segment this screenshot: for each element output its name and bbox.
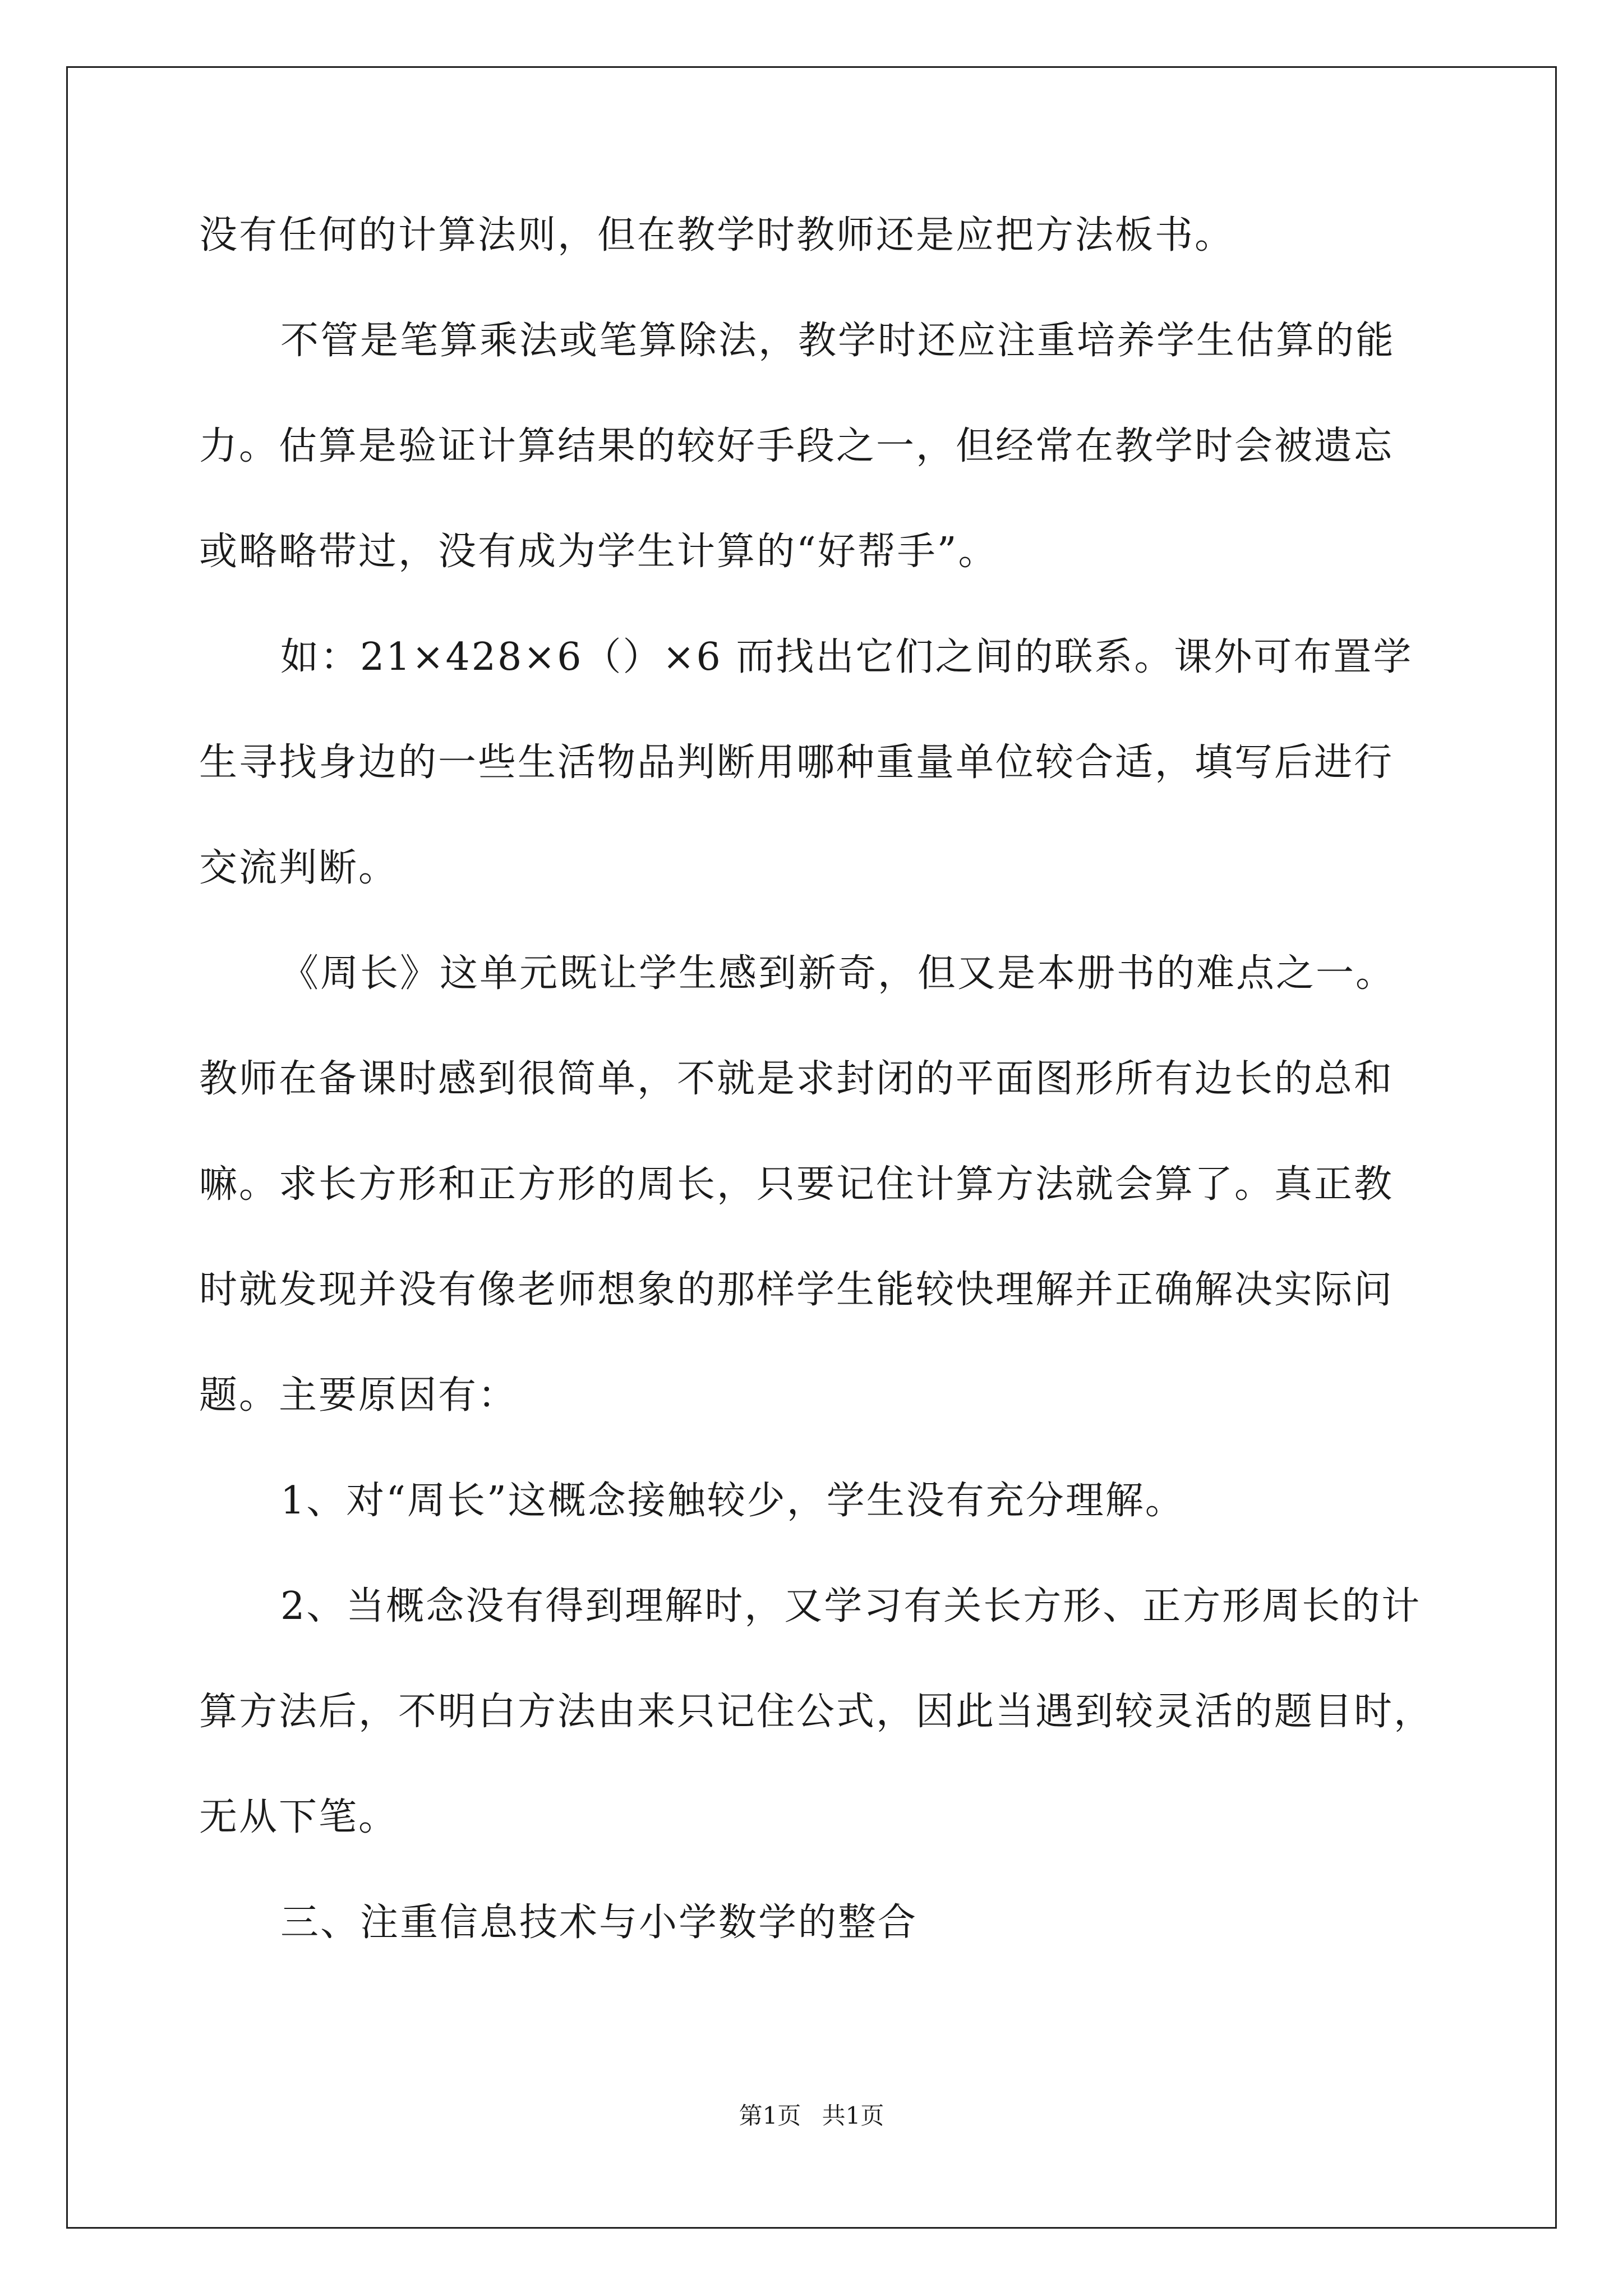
text-line: 1、对“周长”这概念接触较少，学生没有充分理解。 bbox=[280, 1479, 1185, 1523]
text-line: 《周长》这单元既让学生感到新奇，但又是本册书的难点之一。 bbox=[280, 951, 1396, 996]
text-line: 教师在备课时感到很简单，不就是求封闭的平面图形所有边长的总和 bbox=[199, 1057, 1394, 1101]
text-line: 如：21×428×6（）×6 而找出它们之间的联系。课外可布置学 bbox=[280, 635, 1413, 679]
text-line: 交流判断。 bbox=[199, 846, 399, 890]
text-line: 不管是笔算乘法或笔算除法，教学时还应注重培养学生估算的能 bbox=[280, 319, 1396, 363]
text-line: 算方法后，不明白方法由来只记住公式，因此当遇到较灵活的题目时， bbox=[199, 1690, 1434, 1734]
text-line: 嘛。求长方形和正方形的周长，只要记住计算方法就会算了。真正教 bbox=[199, 1162, 1394, 1207]
text-line: 无从下笔。 bbox=[199, 1795, 399, 1839]
text-line: 时就发现并没有像老师想象的那样学生能较快理解并正确解决实际问 bbox=[199, 1268, 1394, 1312]
page-footer bbox=[0, 2099, 1623, 2133]
text-line: 题。主要原因有： bbox=[199, 1373, 518, 1418]
text-line: 生寻找身边的一些生活物品判断用哪种重量单位较合适，填写后进行 bbox=[199, 740, 1394, 785]
text-line: 力。估算是验证计算结果的较好手段之一，但经常在教学时会被遗忘 bbox=[199, 424, 1394, 468]
text-line: 三、注重信息技术与小学数学的整合 bbox=[280, 1901, 918, 1945]
page-number: 第1页 bbox=[739, 2102, 801, 2129]
text-line: 2、当概念没有得到理解时，又学习有关长方形、正方形周长的计 bbox=[280, 1584, 1422, 1628]
text-line: 没有任何的计算法则，但在教学时教师还是应把方法板书。 bbox=[199, 213, 1235, 257]
text-line: 或略略带过，没有成为学生计算的“好帮手”。 bbox=[199, 530, 998, 574]
page-total: 共1页 bbox=[822, 2102, 884, 2129]
